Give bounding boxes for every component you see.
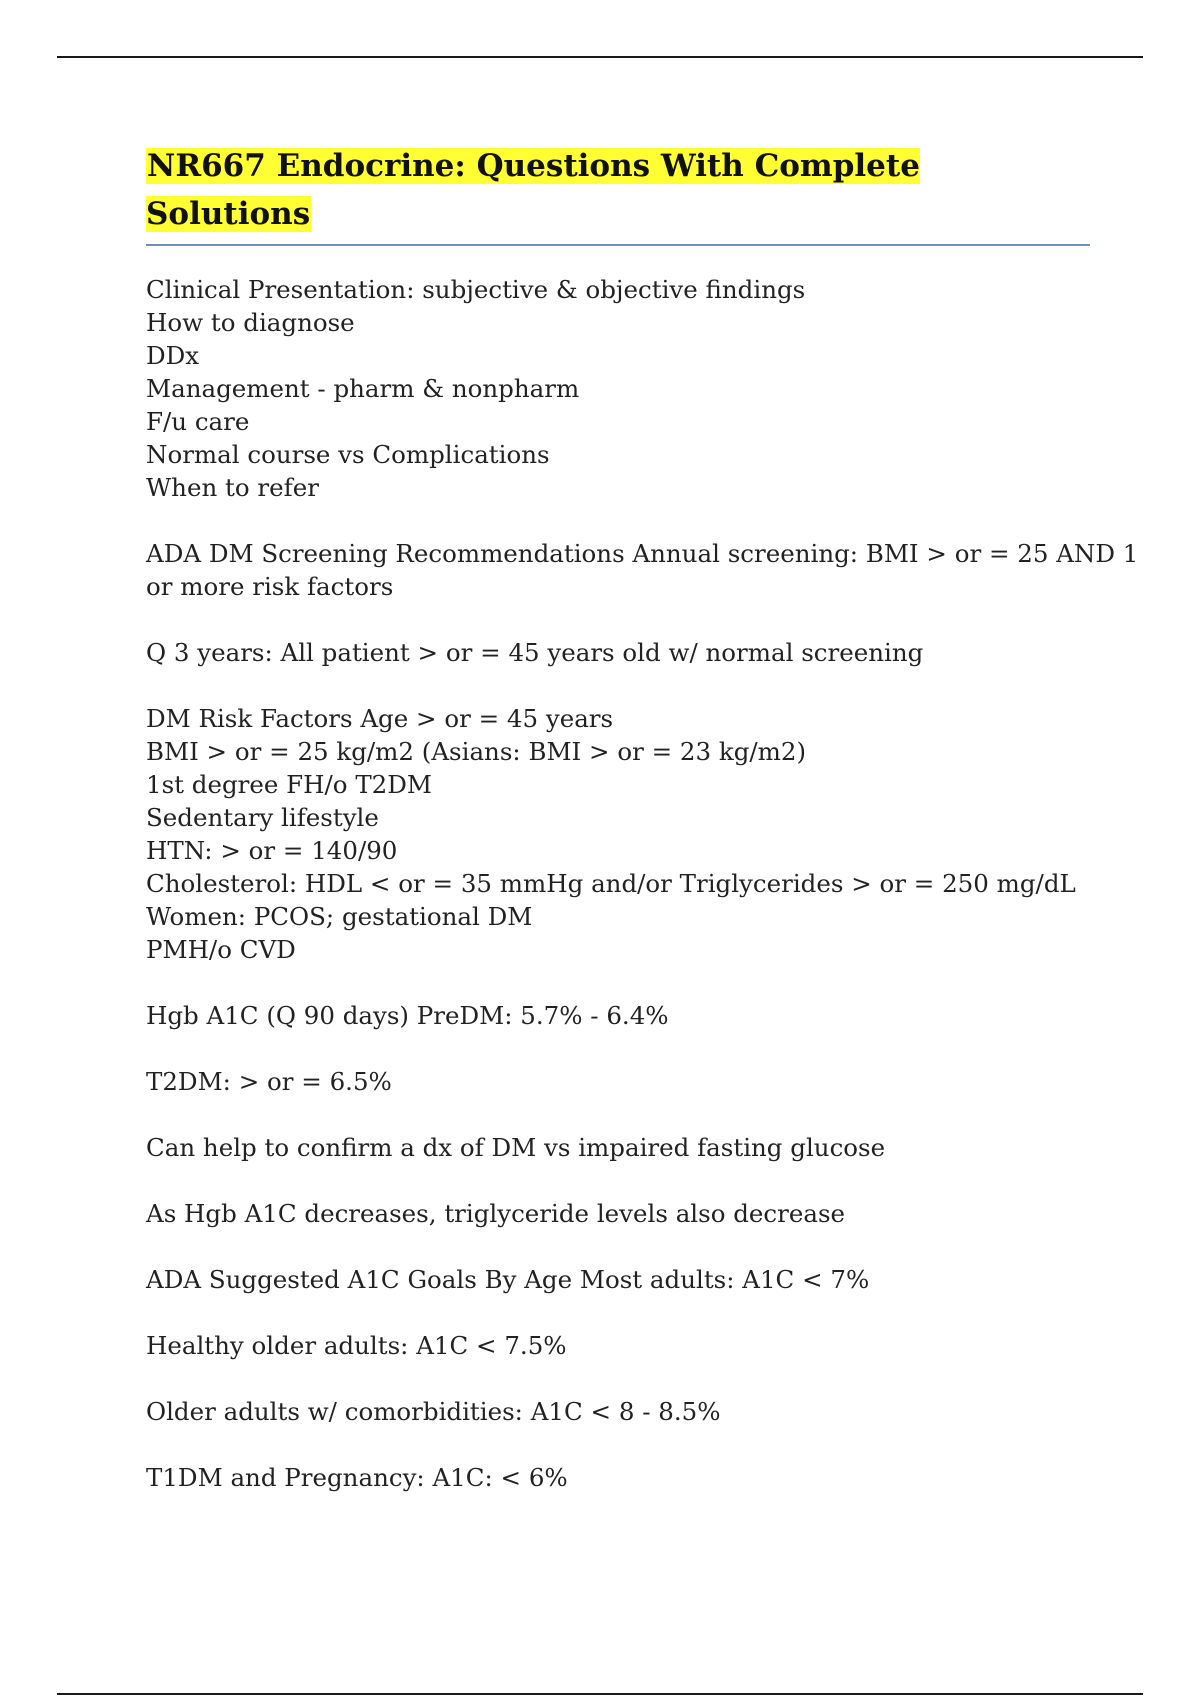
risk-factor-line: Cholesterol: HDL < or = 35 mmHg and/or Triglycerides > or = 250 mg/dL: [146, 869, 1076, 898]
page-bottom-rule: [57, 1693, 1143, 1695]
intro-line: When to refer: [146, 473, 319, 502]
risk-factor-line: PMH/o CVD: [146, 935, 296, 964]
goals-t1dm-pregnancy-paragraph: [146, 1461, 1090, 1494]
goals-most-adults-text: ADA Suggested A1C Goals By Age Most adults: A1C < 7%: [146, 1265, 870, 1294]
risk-factor-line: Sedentary lifestyle: [146, 803, 379, 832]
intro-line: Clinical Presentation: subjective & objective findings: [146, 275, 806, 304]
goals-most-adults-paragraph: [146, 1263, 1090, 1296]
page-top-rule: [57, 56, 1143, 58]
goals-healthy-older-text: Healthy older adults: A1C < 7.5%: [146, 1331, 567, 1360]
confirm-dx-paragraph: [146, 1131, 1090, 1164]
screening-line-2: or more risk factors: [146, 572, 394, 601]
document-content: [146, 142, 1139, 1527]
risk-factors-list: [146, 702, 1090, 966]
screening-paragraph: [146, 537, 1139, 603]
intro-line: Management - pharm & nonpharm: [146, 374, 580, 403]
risk-factor-line: DM Risk Factors Age > or = 45 years: [146, 704, 614, 733]
risk-factor-line: HTN: > or = 140/90: [146, 836, 398, 865]
document-title: [146, 142, 1090, 238]
intro-list: [146, 273, 1090, 504]
goals-t1dm-pregnancy-text: T1DM and Pregnancy: A1C: < 6%: [146, 1463, 568, 1492]
a1c-t2dm-paragraph: [146, 1065, 1090, 1098]
screening-line-1: ADA DM Screening Recommendations Annual screening: BMI > or = 25 AND 1: [146, 539, 1139, 568]
q3-years-text: Q 3 years: All patient > or = 45 years old w/ normal screening: [146, 638, 924, 667]
a1c-predm-paragraph: [146, 999, 1090, 1032]
document-body: [146, 273, 1139, 1494]
goals-healthy-older-paragraph: [146, 1329, 1090, 1362]
title-underline: [146, 244, 1090, 246]
triglycerides-paragraph: [146, 1197, 1090, 1230]
risk-factor-line: BMI > or = 25 kg/m2 (Asians: BMI > or = 23 kg/m2): [146, 737, 807, 766]
risk-factor-line: Women: PCOS; gestational DM: [146, 902, 533, 931]
intro-line: F/u care: [146, 407, 250, 436]
intro-line: How to diagnose: [146, 308, 355, 337]
triglycerides-text: As Hgb A1C decreases, triglyceride levels also decrease: [146, 1199, 846, 1228]
q3-years-paragraph: [146, 636, 1090, 669]
goals-comorbid-text: Older adults w/ comorbidities: A1C < 8 - 8.5%: [146, 1397, 721, 1426]
risk-factor-line: 1st degree FH/o T2DM: [146, 770, 432, 799]
intro-line: Normal course vs Complications: [146, 440, 550, 469]
a1c-t2dm-text: T2DM: > or = 6.5%: [146, 1067, 392, 1096]
goals-comorbid-paragraph: [146, 1395, 1090, 1428]
confirm-dx-text: Can help to confirm a dx of DM vs impaired fasting glucose: [146, 1133, 886, 1162]
intro-line: DDx: [146, 341, 200, 370]
a1c-predm-text: Hgb A1C (Q 90 days) PreDM: 5.7% - 6.4%: [146, 1001, 669, 1030]
title-highlight: NR667 Endocrine: Questions With Complete Solutions: [146, 148, 920, 232]
